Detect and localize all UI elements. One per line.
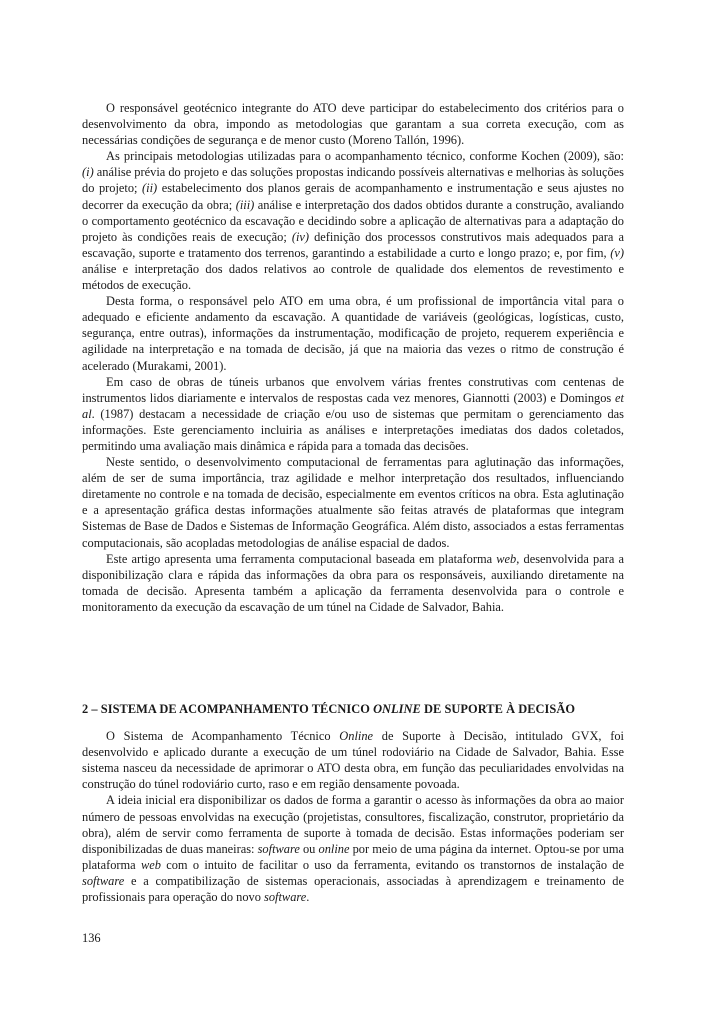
page-number: 136 bbox=[82, 931, 101, 945]
paragraph: As principais metodologias utilizadas para o acompanhamento técnico, conforme Kochen (2009), são: (i) análise prévia do projeto e das soluções propostas indicando possíveis alternativas e melhorias às soluções do projeto; (ii) estabelecimento dos planos gerais de acompanhamento e instrumentação e seus ajustes no decorrer da execução da obra; (iii) análise e interpretação dos dados obtidos durante a construção, avaliando o comportamento geotécnico da escavação e decidindo sobre a aplicação de alternativas para a adaptação do projeto às condições reais de execução; (iv) definição dos processos construtivos mais adequados para a escavação, suporte e tratamento dos terrenos, garantindo a estabilidade a curto e longo prazo; e, por fim, (v) análise e interpretação dos dados relativos ao controle de qualidade dos elementos de revestimento e métodos de execução. bbox=[82, 149, 624, 293]
paragraph: Este artigo apresenta uma ferramenta computacional baseada em plataforma web, desenvolvida para a disponibilização clara e rápida das informações da obra para os responsáveis, auxiliando diretamente na tomada de decisão. Apresenta também a aplicação da ferramenta desenvolvida para o controle e monitoramento da execução da escavação de um túnel na Cidade de Salvador, Bahia. bbox=[82, 551, 624, 614]
paragraph: O Sistema de Acompanhamento Técnico Online de Suporte à Decisão, intitulado GVX, foi desenvolvido e aplicado durante a execução de um túnel rodoviário na Cidade de Salvador, Bahia. Esse sistema nasceu da necessidade de aprimorar o ATO desta obra, em função das peculiaridades envolvidas na construção do túnel rodoviário curto, raso e em região densamente povoada. bbox=[82, 729, 624, 792]
paragraph: O responsável geotécnico integrante do ATO deve participar do estabelecimento dos critérios para o desenvolvimento da obra, impondo as metodologias que garantam a sua correta execução, com as necessárias condições de segurança e de menor custo (Moreno Tallón, 1996). bbox=[82, 101, 624, 148]
section-heading: 2 – SISTEMA DE ACOMPANHAMENTO TÉCNICO ONLINE DE SUPORTE À DECISÃO bbox=[82, 702, 576, 716]
section-2 bbox=[82, 701, 624, 905]
paragraph: Em caso de obras de túneis urbanos que envolvem várias frentes construtivas com centenas de instrumentos lidos diariamente e intervalos de respostas cada vez menores, Giannotti (2003) e Domingos et al. (1987) destacam a necessidade de criação e/ou uso de sistemas que permitam o gerenciamento das informações. Este gerenciamento incluiria as análises e interpretações imediatas dos dados coletados, permitindo uma avaliação mais dinâmica e rápida para a tomada das decisões. bbox=[82, 374, 624, 453]
paragraph: A ideia inicial era disponibilizar os dados de forma a garantir o acesso às informações da obra ao maior número de pessoas envolvidas na execução (projetistas, consultores, fiscalização, construtor, proprietário da obra), além de servir como ferramenta de suporte à tomada de decisão. Estas informações poderiam ser disponibilizadas de duas maneiras: software ou online por meio de uma página da internet. Optou-se por uma plataforma web com o intuito de facilitar o uso da ferramenta, evitando os transtornos de instalação de software e a compatibilização de sistemas operacionais, associadas à aprendizagem e treinamento de profissionais para operação do novo software. bbox=[82, 793, 625, 905]
paragraph: Neste sentido, o desenvolvimento computacional de ferramentas para aglutinação das informações, além de ser de suma importância, traz agilidade e melhor interpretação dos resultados, influenciando diretamente no controle e na tomada de decisão, especialmente em eventos críticos na obra. Esta aglutinação e a apresentação gráfica destas informações atualmente são feitas através de plataformas que integram Sistemas de Base de Dados e Sistemas de Informação Geográfica. Além disto, associados a estas ferramentas computacionais, são acopladas metodologias de análise espacial de dados. bbox=[82, 455, 624, 550]
intro-body bbox=[82, 100, 624, 615]
paragraph: Desta forma, o responsável pelo ATO em uma obra, é um profissional de importância vital para o adequado e eficiente andamento da escavação. A quantidade de variáveis (geológicas, logísticas, custo, segurança, entre outras), informações da instrumentação, modificação de projeto, requerem experiência e agilidade na interpretação e na tomada de decisão, já que na maioria das vezes o ritmo de construção é acelerado (Murakami, 2001). bbox=[82, 294, 624, 373]
